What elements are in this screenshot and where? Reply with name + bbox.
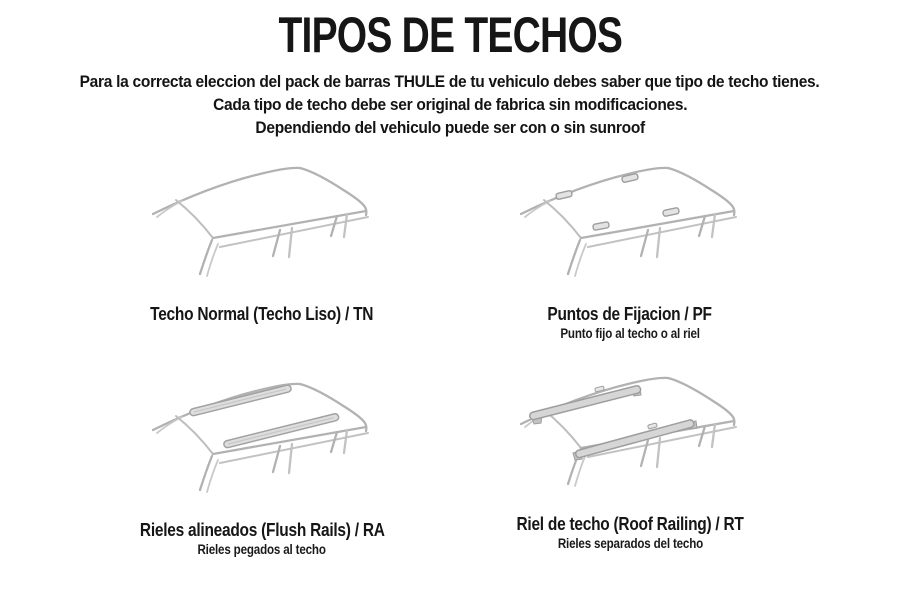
raised-roof-railing-icon	[488, 360, 808, 510]
roof-type-card-ra	[72, 366, 452, 557]
roof-type-card-tn	[72, 150, 452, 341]
roof-type-sublabel-tn	[72, 326, 452, 341]
roof-type-label-pf: Puntos de Fijacion / PF	[547, 304, 713, 324]
intro-line-1: Para la correcta eleccion del pack de barras THULE de tu vehiculo debes saber que tipo de techo tienes.	[80, 73, 820, 91]
roof-type-label-rt: Riel de techo (Roof Railing) / RT	[516, 514, 744, 534]
intro-line-3: Dependiendo del vehiculo puede ser con o sin sunroof	[255, 119, 645, 137]
roof-type-label-ra: Rieles alineados (Flush Rails) / RA	[139, 520, 385, 540]
page-title: TIPOS DE TECHOS	[278, 7, 622, 63]
fixed-points-roof-icon	[488, 150, 808, 300]
normal-smooth-roof-icon	[120, 150, 440, 300]
roof-type-sublabel-pf: Punto fijo al techo o al riel	[560, 326, 700, 341]
roof-type-card-rt	[440, 360, 820, 551]
fixation-pads	[556, 173, 680, 230]
raised-rails	[529, 385, 697, 460]
roof-type-label-tn: Techo Normal (Techo Liso) / TN	[150, 304, 374, 324]
flush-rails	[189, 384, 339, 448]
roof-type-sublabel-ra: Rieles pegados al techo	[197, 542, 327, 557]
flush-rails-roof-icon	[120, 366, 440, 516]
intro-text	[0, 71, 900, 140]
roof-type-card-pf	[440, 150, 820, 341]
roof-type-sublabel-rt: Rieles separados del techo	[557, 536, 703, 551]
intro-line-2: Cada tipo de techo debe ser original de fabrica sin modificaciones.	[212, 96, 688, 114]
